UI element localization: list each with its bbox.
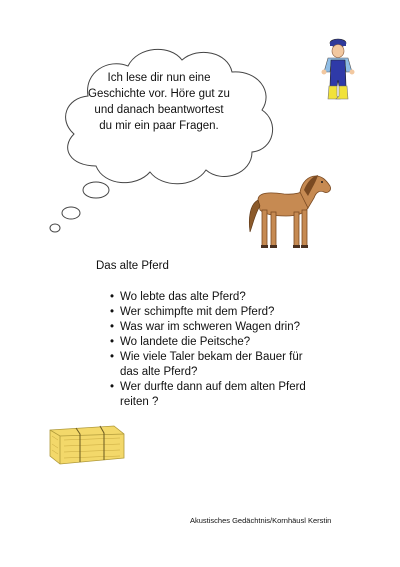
question-item: • Wie viele Taler bekam der Bauer für das alte Pferd? xyxy=(110,350,320,380)
question-item: • Wo landete die Peitsche? xyxy=(110,335,320,350)
hay-bale-illustration xyxy=(46,420,128,466)
question-list xyxy=(110,290,320,410)
question-item: • Wer durfte dann auf dem alten Pferd reiten ? xyxy=(110,380,320,410)
speech-bubble-text: Ich lese dir nun eine Geschichte vor. Höre gut zu und danach beantwortest du mir ein paar Fragen. xyxy=(88,72,230,132)
horse-illustration xyxy=(244,172,334,254)
question-item: • Wo lebte das alte Pferd? xyxy=(110,290,320,305)
footer-credit: Akustisches Gedächtnis/Kornhäusl Kerstin xyxy=(190,516,332,525)
story-title: Das alte Pferd xyxy=(96,260,169,272)
question-item: • Wer schimpfte mit dem Pferd? xyxy=(110,305,320,320)
question-item: • Was war im schweren Wagen drin? xyxy=(110,320,320,335)
farmer-illustration xyxy=(318,36,358,108)
